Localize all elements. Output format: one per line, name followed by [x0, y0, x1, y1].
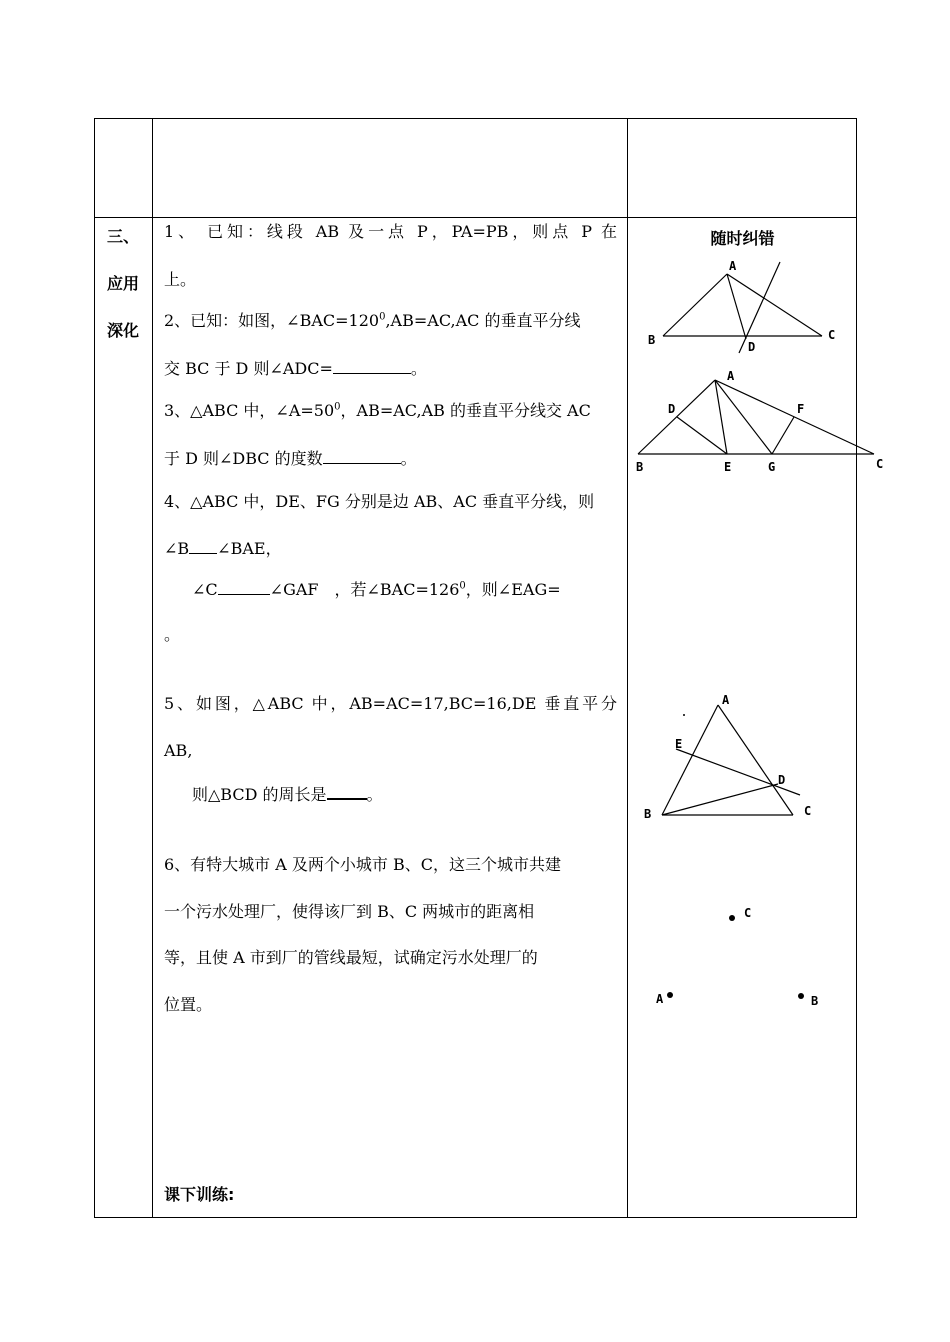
- q4-blank-1: [189, 538, 217, 554]
- q3-blank: [323, 448, 401, 464]
- city-a-dot: [667, 992, 673, 998]
- fig2-label-b: B: [636, 460, 644, 474]
- fig2-label-f: F: [797, 402, 805, 416]
- fig3-label-d: D: [778, 773, 786, 787]
- q1-line1: 1、 已知：线段 AB 及一点 P，PA=PB，则点 P 在: [164, 222, 617, 241]
- fig3-label-c: C: [804, 804, 812, 818]
- section-title-line2: 深化: [106, 321, 139, 340]
- fig4-label-b: B: [811, 994, 819, 1008]
- q4-blank-2: [218, 579, 270, 595]
- q4-line2: ∠B ∠BAE，: [164, 539, 282, 558]
- figure-q6-cities: [648, 900, 838, 1015]
- fig4-label-a: A: [656, 992, 664, 1006]
- q2-blank: [333, 358, 411, 374]
- q4-line1: 4、△ABC 中，DE、FG 分别是边 AB、AC 垂直平分线，则: [164, 492, 595, 511]
- fig3-label-a: A: [722, 693, 730, 707]
- column-divider-2: [627, 118, 628, 1218]
- fig1-label-a: A: [729, 259, 737, 273]
- q5-line2: AB,: [164, 741, 193, 760]
- figure-q5-triangle: [638, 688, 828, 828]
- column-divider-1: [152, 118, 153, 1218]
- q6-line4: 位置。: [164, 995, 213, 1014]
- fig3-label-e: E: [675, 737, 683, 751]
- fig1-label-b: B: [648, 333, 656, 347]
- q4-line3: ∠C ∠GAF ，若$\angle BAC=126^0$，则∠EAG=: [192, 580, 561, 599]
- q6-line2: 一个污水处理厂，使得该厂到 B、C 两城市的距离相: [164, 902, 535, 921]
- fig2-label-d: D: [668, 402, 676, 416]
- city-b-dot: [798, 993, 804, 999]
- fig1-label-c: C: [828, 328, 836, 342]
- fig4-label-c: C: [744, 906, 752, 920]
- q5-blank: [327, 783, 367, 800]
- city-c-dot: [729, 915, 735, 921]
- stray-dot: [683, 714, 685, 716]
- fig1-label-d: D: [748, 340, 756, 354]
- q6-line3: 等，且使 A 市到厂的管线最短，试确定污水处理厂的: [164, 948, 538, 967]
- q5-line1: 5、如图，△ABC 中，AB=AC=17,BC=16,DE 垂直平分: [164, 694, 617, 713]
- q4-line4: 。: [164, 625, 181, 644]
- q6-line1: 6、有特大城市 A 及两个小城市 B、C，这三个城市共建: [164, 855, 561, 874]
- table-top-border: [94, 118, 857, 119]
- section-title-line1: 应用: [106, 274, 139, 293]
- homework-heading: 课下训练:: [164, 1185, 235, 1204]
- fig2-label-a: A: [727, 369, 735, 383]
- fig3-label-b: B: [644, 807, 652, 821]
- fig2-label-e: E: [724, 460, 732, 474]
- q2-line1: 2、已知：如图，$\angle BAC=120^0,AB=AC,AC$ 的垂直平分线: [164, 311, 581, 330]
- side-column-title: 随时纠错: [710, 229, 775, 248]
- fig2-label-g: G: [768, 460, 776, 474]
- figure-q2-triangle: [640, 255, 840, 355]
- q1-line2: 上。: [164, 270, 197, 289]
- q3-line2: 于 D 则∠DBC 的度数 。: [164, 449, 417, 468]
- fig2-label-c: C: [876, 457, 884, 471]
- table-right-border: [856, 118, 857, 1218]
- section-number: 三、: [106, 227, 139, 246]
- table-bottom-border: [94, 1217, 857, 1218]
- q5-line3: 则△BCD 的周长是 。: [192, 785, 383, 804]
- q2-line2: 交 BC 于 D 则∠ADC= 。: [164, 359, 427, 378]
- figure-q4-triangle: [630, 368, 890, 480]
- q3-line1: 3、△ABC 中，$\angle A=50^0$，AB=AC,AB 的垂直平分线交 AC: [164, 401, 591, 420]
- row-divider: [94, 217, 857, 218]
